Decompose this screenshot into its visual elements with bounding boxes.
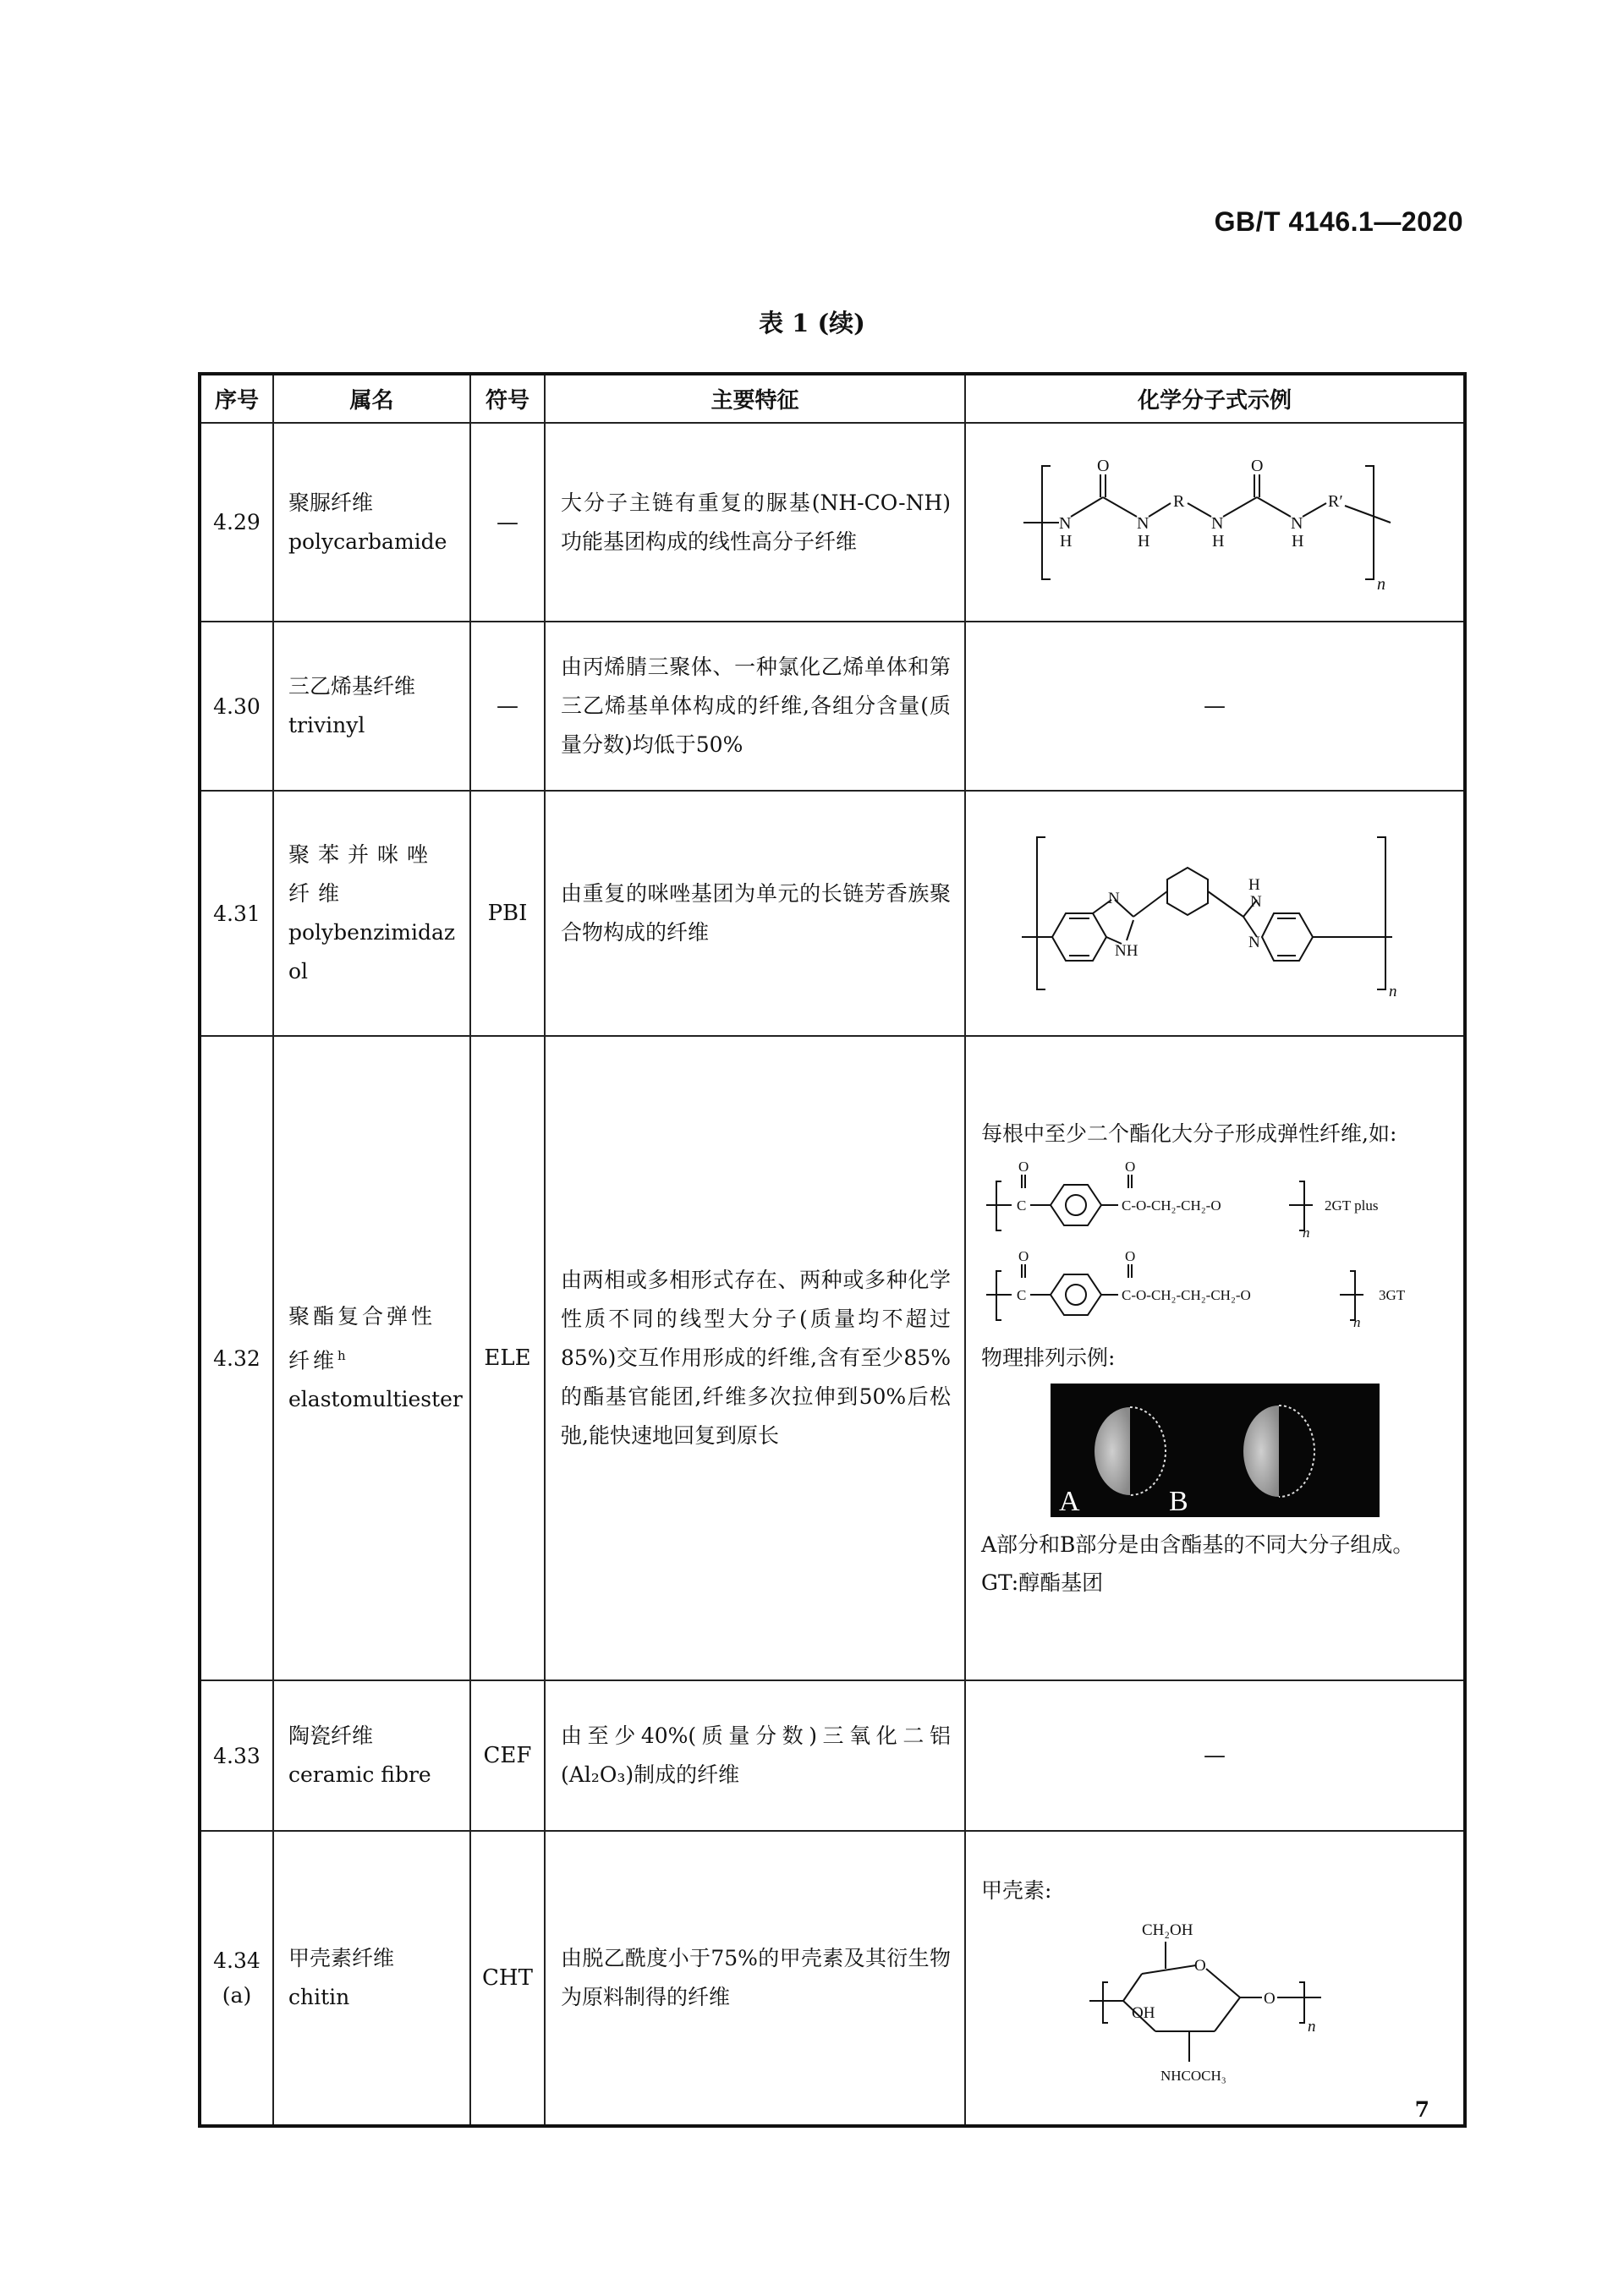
name-en: chitin (288, 1985, 350, 2009)
atom-h: H (1212, 531, 1225, 551)
repeat-n: n (1303, 1225, 1310, 1241)
name-cn: 聚脲纤维 (288, 490, 374, 515)
row-number: 4.33 (200, 1680, 273, 1831)
symbol-text: — (497, 693, 518, 719)
row-name (273, 1036, 470, 1680)
header-no: 序号 (200, 374, 273, 423)
chitin-formula (1071, 1916, 1358, 2085)
formula-intro: 每根中至少二个酯化大分子形成弹性纤维,如: (981, 1121, 1397, 1146)
table-row (200, 622, 1465, 791)
row-name (273, 1680, 470, 1831)
row-formula (965, 1831, 1465, 2126)
atom-h: H (1138, 531, 1150, 551)
atom-h: H (1060, 531, 1073, 551)
atom-r: R (1173, 491, 1185, 511)
row-symbol: CEF (470, 1680, 545, 1831)
atom-n: N (1248, 934, 1260, 951)
header-formula: 化学分子式示例 (965, 374, 1465, 423)
header-symbol: 符号 (470, 374, 545, 423)
table-header-row (200, 374, 1465, 423)
formula1-label: 2GT plus (1325, 1197, 1379, 1214)
ring-oxygen: O (1194, 1956, 1206, 1975)
symbol-text: — (497, 509, 518, 535)
name-cn: 甲壳素纤维 (288, 1946, 395, 1970)
table-row (200, 1036, 1465, 1680)
formula-note: GT:醇酯基团 (981, 1570, 1104, 1595)
fiber-classification-table (198, 372, 1467, 2128)
table-row (200, 1680, 1465, 1831)
row-symbol: ELE (470, 1036, 545, 1680)
row-symbol (470, 622, 545, 791)
chain-1: C-O-CH₂-CH₂-O (1122, 1197, 1221, 1214)
row-features: 由重复的咪唑基团为单元的长链芳香族聚合物构成的纤维 (545, 791, 965, 1036)
row-features: 由脱乙酰度小于75%的甲壳素及其衍生物为原料制得的纤维 (545, 1831, 965, 2126)
name-en: elastomultiester (288, 1387, 463, 1412)
formula-intro: 甲壳素: (981, 1877, 1052, 1903)
row-name (273, 423, 470, 622)
atom-c: C (1017, 1197, 1027, 1214)
repeat-n: n (1308, 2017, 1316, 2036)
atom-n: N (1211, 513, 1224, 533)
row-formula (965, 1036, 1465, 1680)
row-name (273, 622, 470, 791)
atom-h: H (1292, 531, 1304, 551)
table-row (200, 791, 1465, 1036)
atom-n: N (1137, 513, 1149, 533)
row-features: 由至少40%(质量分数)三氧化二铝(Al₂O₃)制成的纤维 (545, 1680, 965, 1831)
row-features: 大分子主链有重复的脲基(NH-CO-NH)功能基团构成的线性高分子纤维 (545, 423, 965, 622)
name-en: ceramic fibre (288, 1762, 431, 1787)
name-en: polybenzimidazol (288, 920, 456, 984)
row-number: 4.32 (200, 1036, 273, 1680)
oh-label: OH (1132, 2003, 1155, 2022)
row-number: 4.29 (200, 423, 273, 622)
row-formula (965, 622, 1465, 791)
atom-o: O (1097, 456, 1110, 475)
formula-empty: — (1204, 1743, 1226, 1768)
atom-o: O (1018, 1248, 1029, 1264)
name-cn (288, 1297, 456, 1380)
formula2-label: 3GT (1379, 1287, 1406, 1303)
photo-label-a: A (1059, 1486, 1080, 1517)
row-formula (965, 791, 1465, 1036)
nhcoch3-label: NHCOCH₃ (1160, 2067, 1226, 2084)
pbi-formula (1020, 829, 1409, 998)
table-caption: 表 1 (续) (759, 309, 865, 337)
bridge-oxygen: O (1264, 1989, 1276, 2008)
atom-o: O (1251, 456, 1264, 475)
ester-formulas (978, 1153, 1451, 1339)
name-en: polycarbamide (288, 529, 447, 554)
atom-o: O (1125, 1159, 1136, 1175)
row-features: 由丙烯腈三聚体、一种氯化乙烯单体和第三乙烯基单体构成的纤维,各组分含量(质量分数)均低于50% (545, 622, 965, 791)
atom-n: N (1291, 513, 1303, 533)
row-number-text: 4.34 (213, 1948, 261, 1973)
atom-o: O (1018, 1159, 1029, 1175)
atom-nh: NH (1115, 942, 1138, 960)
photo-label-b: B (1169, 1486, 1188, 1517)
page-number: 7 (1414, 2097, 1429, 2122)
polyurea-formula (1020, 451, 1409, 595)
row-name (273, 1831, 470, 2126)
table-row (200, 1831, 1465, 2126)
bicomponent-fiber-photo (1051, 1384, 1380, 1517)
repeat-n: n (1389, 983, 1397, 998)
chain-2: C-O-CH₂-CH₂-CH₂-O (1122, 1287, 1251, 1303)
row-name (273, 791, 470, 1036)
ch2oh-label: CH₂OH (1142, 1921, 1193, 1939)
atom-n: N (1059, 513, 1072, 533)
atom-c: C (1017, 1287, 1027, 1303)
formula-note: A部分和B部分是由含酯基的不同大分子组成。 (981, 1532, 1414, 1557)
atom-o: O (1125, 1248, 1136, 1264)
atom-h: H (1248, 876, 1260, 894)
row-formula (965, 1680, 1465, 1831)
row-symbol: CHT (470, 1831, 545, 2126)
repeat-n: n (1377, 574, 1385, 594)
name-en: trivinyl (288, 713, 365, 737)
row-features: 由两相或多相形式存在、两种或多种化学性质不同的线型大分子(质量均不超过85%)交互作用形成的纤维,含有至少85%的酯基官能团,纤维多次拉伸到50%后松弛,能快速地回复到原长 (545, 1036, 965, 1680)
row-number-sub: (a) (222, 1983, 252, 2008)
header-name: 属名 (273, 374, 470, 423)
name-cn: 聚苯并咪唑纤维 (288, 842, 437, 906)
row-number: 4.30 (200, 622, 273, 791)
row-number (200, 1831, 273, 2126)
row-symbol: PBI (470, 791, 545, 1036)
table-row (200, 423, 1465, 622)
row-formula (965, 423, 1465, 622)
repeat-n: n (1353, 1314, 1361, 1330)
name-cn-text: 聚酯复合弹性纤维 (288, 1303, 436, 1373)
standard-number: GB/T 4146.1—2020 (1214, 206, 1463, 237)
formula-empty: — (1204, 693, 1226, 719)
atom-n: N (1108, 890, 1120, 907)
atom-r-prime: R′ (1328, 491, 1343, 511)
row-number: 4.31 (200, 791, 273, 1036)
atom-n: N (1250, 893, 1262, 911)
row-symbol (470, 423, 545, 622)
name-cn: 三乙烯基纤维 (288, 674, 416, 699)
name-cn: 陶瓷纤维 (288, 1723, 374, 1748)
header-features: 主要特征 (545, 374, 965, 423)
footnote-mark: h (337, 1347, 349, 1363)
physical-arrangement-title: 物理排列示例: (981, 1345, 1116, 1370)
